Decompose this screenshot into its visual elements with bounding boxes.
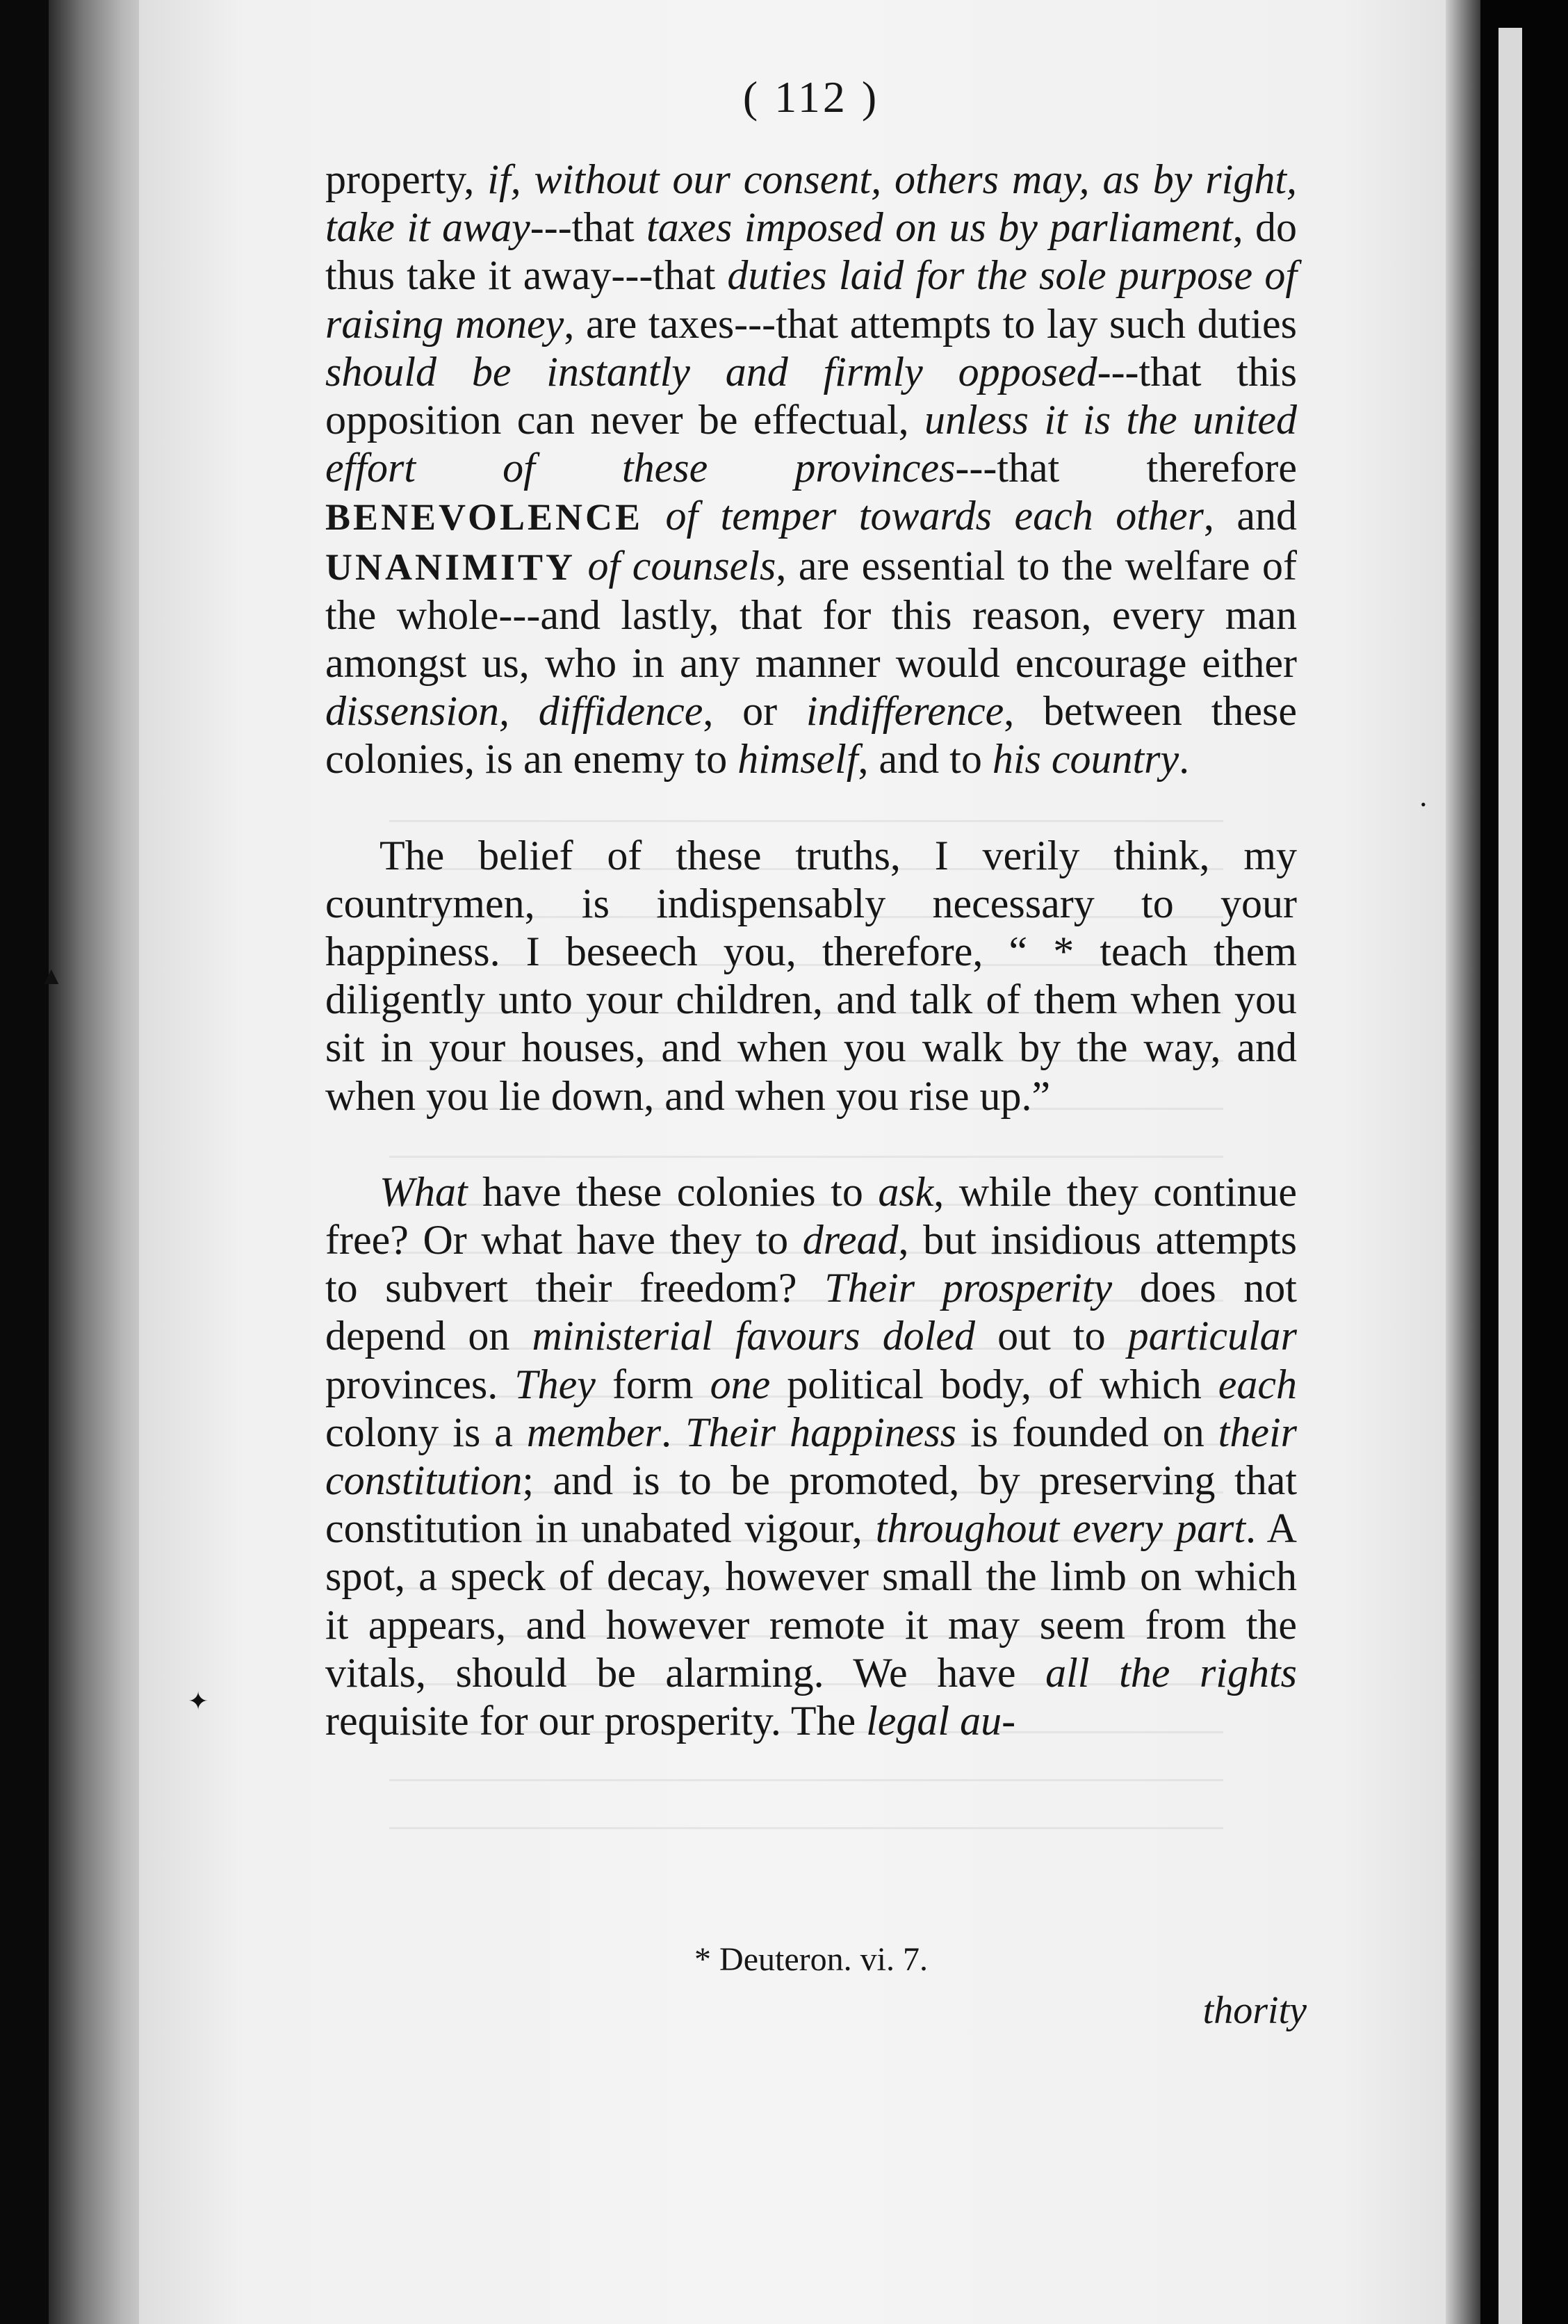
italic-text: each (1218, 1361, 1297, 1407)
roman-text: ---that (530, 204, 647, 251)
roman-text: . (661, 1409, 686, 1455)
roman-text: , do thus take it away---that (325, 204, 1298, 299)
italic-text: indifference (806, 688, 1004, 735)
italic-text: ask (878, 1168, 934, 1215)
italic-text: ministerial favours doled (532, 1313, 976, 1359)
italic-text: their constitution (325, 1409, 1297, 1504)
paragraph-1 (325, 156, 1297, 784)
italic-text: member (526, 1409, 662, 1455)
small-caps-text: UNANIMITY (325, 546, 575, 588)
roman-text: , are taxes---that attempts to lay such duties (564, 300, 1297, 347)
roman-text: . (1179, 736, 1190, 783)
italic-text: taxes imposed on us by parliament (646, 204, 1233, 251)
small-caps-text: BENEVOLENCE (325, 496, 644, 539)
italic-text: should be instantly and firmly opposed (325, 348, 1097, 395)
margin-speck: ✦ (188, 1687, 209, 1715)
roman-text: , and (1203, 493, 1298, 539)
roman-text: , between these colonies, is an enemy to (325, 688, 1297, 783)
body-text (325, 156, 1297, 1745)
roman-text: requisite for our prosperity. The (325, 1698, 867, 1744)
paragraph-2 (325, 832, 1297, 1120)
italic-text: They (514, 1361, 596, 1407)
italic-text: duties laid for the sole purpose of raising money (325, 252, 1297, 347)
roman-text: , and to (858, 736, 993, 783)
roman-text: have these colonies to (467, 1168, 879, 1215)
italic-text: throughout every part (875, 1505, 1246, 1552)
italic-text: dissension, diffidence (325, 688, 703, 735)
italic-text: unless it is the united effort of these provinces (325, 397, 1298, 491)
italic-text: if, without our consent, others may, as by right, take it away (325, 156, 1297, 251)
roman-text: does not depend on (325, 1265, 1297, 1359)
roman-text: provinces. (325, 1361, 515, 1407)
italic-text: dread (802, 1217, 899, 1263)
page-text-block (325, 69, 1297, 1745)
roman-text (575, 543, 588, 589)
roman-text: , or (703, 688, 806, 735)
roman-text: political body, of which (770, 1361, 1218, 1407)
right-margin-strip (1480, 0, 1568, 2324)
roman-text: ; and is to be promoted, by preserving that constitution in unabated vigour, (325, 1457, 1297, 1552)
margin-speck: ▲ (39, 962, 64, 990)
italic-text: his country (992, 736, 1179, 783)
footnote: * Deuteron. vi. 7. (694, 1941, 928, 1978)
roman-text: , while they continue free? Or what have they to (325, 1168, 1297, 1263)
roman-text: , but insidious attempts to subvert their freedom? (325, 1217, 1297, 1311)
margin-speck: • (1421, 796, 1426, 813)
catchword: thority (1202, 1989, 1307, 2032)
roman-text: property, (325, 156, 488, 202)
italic-text: legal au- (866, 1698, 1016, 1744)
roman-text: ---that this opposition can never be effectual, (325, 348, 1297, 443)
italic-text: Their happiness (685, 1409, 957, 1455)
roman-text: colony is a (325, 1409, 527, 1455)
roman-text: The belief of these truths, I verily think, my countrymen, is indispensably necessary to your happiness. I beseech you, therefore, “ * teach them diligently unto your children, and talk of them when you sit in your houses, and when you walk by the way, and when you lie down, and when you rise up.” (325, 832, 1297, 1119)
italic-text: of temper towards each other (665, 493, 1204, 539)
roman-text: form (595, 1361, 710, 1407)
roman-text (643, 493, 666, 539)
roman-text: . A spot, a speck of decay, however small the limb on which it appears, and however remote it may seem from the vitals, should be alarming. We have (325, 1505, 1298, 1696)
italic-text: Their prosperity (824, 1265, 1113, 1311)
italic-text: one (710, 1361, 771, 1407)
paragraph-3 (325, 1168, 1297, 1745)
roman-text: , are essential to the welfare of the whole---and lastly, that for this reason, every man amongst us, who in any manner would encourage either (325, 542, 1297, 687)
italic-text: particular (1127, 1313, 1298, 1359)
adjacent-page-edge (1498, 28, 1522, 2324)
italic-text: himself (737, 736, 858, 783)
italic-text: all the rights (1045, 1649, 1297, 1696)
page-number-header: ( 112 ) (742, 72, 880, 122)
roman-text: is founded on (956, 1409, 1218, 1455)
roman-text: out to (975, 1313, 1128, 1359)
italic-text: What (379, 1168, 468, 1215)
page-edge-shadow (1446, 0, 1480, 2324)
roman-text: ---that therefore (955, 445, 1297, 491)
italic-text: of counsels (587, 542, 776, 589)
